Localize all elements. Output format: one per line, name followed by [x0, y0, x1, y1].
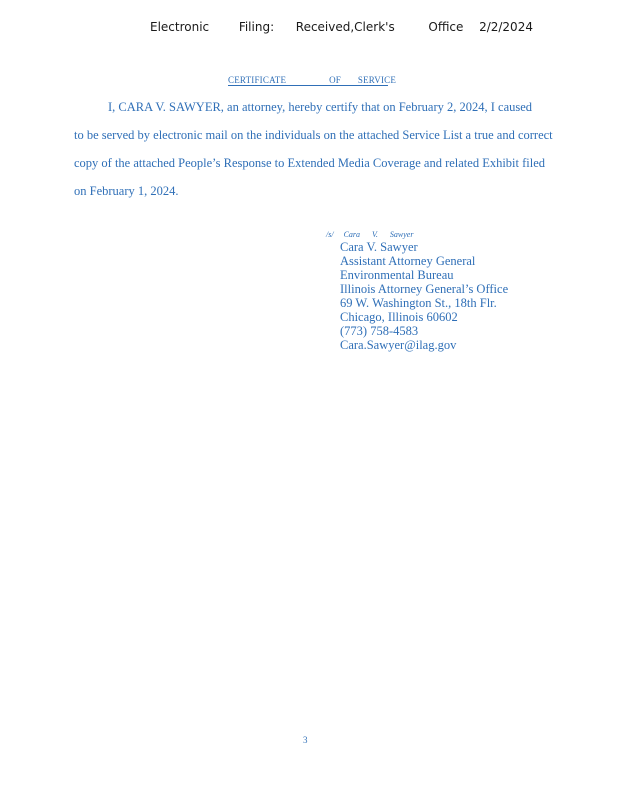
header-date: 2/2/2024 [479, 20, 533, 34]
body-line-3: copy of the attached People’s Response to Extended Media Coverage and related Exhibit filed [74, 156, 546, 170]
sig-name: Cara V. Sawyer [340, 240, 418, 254]
sig-mark: /s/ [326, 230, 334, 239]
sig-phone: (773) 758-4583 [340, 324, 419, 338]
signature-block [340, 240, 508, 352]
header-word-office: Office [428, 20, 464, 34]
title-word-service: SERVICE [357, 75, 397, 85]
sig-city: Chicago, Illinois 60602 [340, 310, 458, 324]
filing-stamp-header [150, 20, 533, 34]
electronic-signature [326, 230, 413, 239]
body-line-2: to be served by electronic mail on the individuals on the attached Service List a true and correct [74, 128, 553, 142]
body-line-1: I, CARA V. SAWYER, an attorney, hereby certify that on February 2, 2024, I caused [108, 100, 533, 114]
sig-last: Sawyer [389, 230, 414, 239]
title-word-of: OF [329, 75, 341, 85]
header-word-electronic: Electronic [150, 20, 210, 34]
page-number: 3 [303, 735, 308, 745]
sig-street: 69 W. Washington St., 18th Flr. [340, 296, 497, 310]
title-word-certificate: CERTIFICATE [228, 75, 287, 85]
sig-office: Illinois Attorney General’s Office [340, 282, 509, 296]
sig-middle: V. [372, 230, 378, 239]
sig-bureau: Environmental Bureau [340, 268, 454, 282]
sig-email: Cara.Sawyer@ilag.gov [340, 338, 457, 352]
header-word-filing: Filing: [238, 20, 275, 34]
sig-title: Assistant Attorney General [340, 254, 476, 268]
sig-first: Cara [343, 230, 361, 239]
body-line-4: on February 1, 2024. [74, 184, 179, 198]
header-word-received-clerks: Received,Clerk's [295, 20, 395, 34]
certificate-title [228, 75, 397, 86]
